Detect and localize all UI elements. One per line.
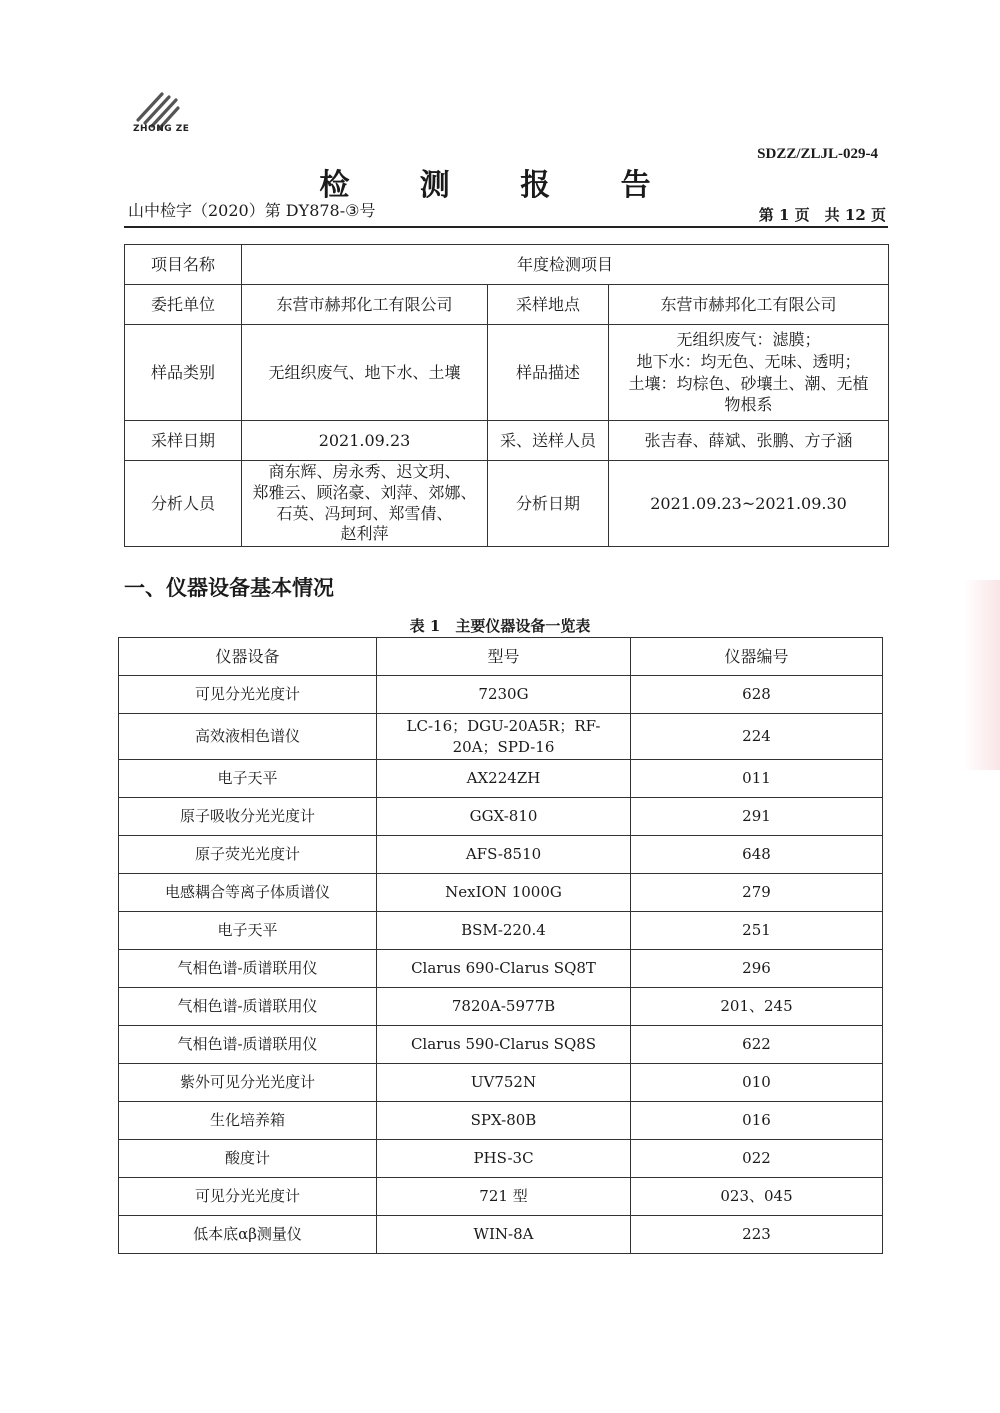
instrument-name: 酸度计 xyxy=(119,1140,377,1178)
project-value: 年度检测项目 xyxy=(242,245,889,285)
report-number: 山中检字（2020）第 DY878-③号 xyxy=(128,201,376,220)
table-caption: 表 1 主要仪器设备一览表 xyxy=(409,617,591,635)
instrument-id: 010 xyxy=(631,1064,883,1102)
instrument-id: 023、045 xyxy=(631,1178,883,1216)
analysis-date-value: 2021.09.23~2021.09.30 xyxy=(609,461,889,547)
column-header: 型号 xyxy=(377,638,631,676)
instrument-name: 可见分光光度计 xyxy=(119,1178,377,1216)
samplers-value: 张吉春、薛斌、张鹏、方子涵 xyxy=(609,421,889,461)
table-row xyxy=(119,988,883,1026)
instrument-id: 201、245 xyxy=(631,988,883,1026)
table-row xyxy=(119,1140,883,1178)
instrument-id: 279 xyxy=(631,874,883,912)
column-header: 仪器编号 xyxy=(631,638,883,676)
table-row xyxy=(119,1102,883,1140)
instrument-name: 原子荧光光度计 xyxy=(119,836,377,874)
instrument-model: AFS-8510 xyxy=(377,836,631,874)
instrument-model: 7820A-5977B xyxy=(377,988,631,1026)
sample-desc-line: 物根系 xyxy=(724,395,773,415)
samplers-label: 采、送样人员 xyxy=(488,421,609,461)
table-row xyxy=(119,714,883,760)
instrument-model: BSM-220.4 xyxy=(377,912,631,950)
instrument-name: 气相色谱-质谱联用仪 xyxy=(119,1026,377,1064)
report-info-table xyxy=(124,244,889,547)
table-row xyxy=(119,1216,883,1254)
instrument-id: 291 xyxy=(631,798,883,836)
instrument-id: 022 xyxy=(631,1140,883,1178)
instrument-name: 电子天平 xyxy=(119,760,377,798)
instrument-id: 223 xyxy=(631,1216,883,1254)
analysts-line: 郑雅云、顾洺豪、刘萍、郊娜、 xyxy=(252,482,477,502)
instrument-name: 电子天平 xyxy=(119,912,377,950)
page-indicator: 第 1 页 共 12 页 xyxy=(758,206,886,224)
analysts-value xyxy=(242,461,488,547)
table-row xyxy=(119,760,883,798)
instrument-name: 原子吸收分光光度计 xyxy=(119,798,377,836)
instrument-id: 011 xyxy=(631,760,883,798)
analysis-date-label: 分析日期 xyxy=(488,461,609,547)
instrument-name: 电感耦合等离子体质谱仪 xyxy=(119,874,377,912)
sample-desc-line: 地下水：均无色、无味、透明； xyxy=(636,351,861,371)
instrument-id: 622 xyxy=(631,1026,883,1064)
seal-stamp-edge xyxy=(964,580,1000,770)
instrument-model: GGX-810 xyxy=(377,798,631,836)
sampling-date-label: 采样日期 xyxy=(125,421,242,461)
instrument-name: 低本底αβ测量仪 xyxy=(119,1216,377,1254)
table-row xyxy=(119,836,883,874)
section-heading: 一、仪器设备基本情况 xyxy=(124,575,334,600)
table-row xyxy=(119,676,883,714)
analysts-line: 商东辉、房永秀、迟文玥、 xyxy=(268,461,461,481)
instrument-model: SPX-80B xyxy=(377,1102,631,1140)
instrument-name: 紫外可见分光光度计 xyxy=(119,1064,377,1102)
table-row xyxy=(119,1064,883,1102)
document-code: SDZZ/ZLJL-029-4 xyxy=(757,146,878,162)
instrument-model: Clarus 590-Clarus SQ8S xyxy=(377,1026,631,1064)
instrument-id: 648 xyxy=(631,836,883,874)
instrument-model: WIN-8A xyxy=(377,1216,631,1254)
analysts-line: 赵利萍 xyxy=(340,524,389,544)
column-header: 仪器设备 xyxy=(119,638,377,676)
instrument-model: 721 型 xyxy=(377,1178,631,1216)
table-row xyxy=(119,798,883,836)
sample-desc-line: 无组织废气：滤膜； xyxy=(676,330,821,350)
table-row xyxy=(119,1178,883,1216)
client-label: 委托单位 xyxy=(125,285,242,325)
analysts-label: 分析人员 xyxy=(125,461,242,547)
logo-text: ZHONG ZE xyxy=(133,124,190,134)
instrument-id: 296 xyxy=(631,950,883,988)
table-row xyxy=(119,950,883,988)
table-row xyxy=(119,1026,883,1064)
instrument-model: NexION 1000G xyxy=(377,874,631,912)
project-label: 项目名称 xyxy=(125,245,242,285)
instrument-id: 224 xyxy=(631,714,883,760)
instrument-name: 气相色谱-质谱联用仪 xyxy=(119,950,377,988)
instrument-name: 生化培养箱 xyxy=(119,1102,377,1140)
sampling-date-value: 2021.09.23 xyxy=(242,421,488,461)
instrument-model: 7230G xyxy=(377,676,631,714)
site-value: 东营市赫邦化工有限公司 xyxy=(609,285,889,325)
table-row xyxy=(119,874,883,912)
sample-desc-value xyxy=(609,325,889,421)
instruments-table xyxy=(118,637,883,1254)
instrument-id: 016 xyxy=(631,1102,883,1140)
sample-desc-line: 土壤：均棕色、砂壤土、潮、无植 xyxy=(628,373,869,393)
client-value: 东营市赫邦化工有限公司 xyxy=(242,285,488,325)
instrument-name: 气相色谱-质谱联用仪 xyxy=(119,988,377,1026)
instrument-model: PHS-3C xyxy=(377,1140,631,1178)
table-row xyxy=(119,912,883,950)
instrument-name: 高效液相色谱仪 xyxy=(119,714,377,760)
instrument-id: 251 xyxy=(631,912,883,950)
page-title: 检 测 报 告 xyxy=(319,168,681,203)
header-divider xyxy=(124,226,888,228)
instrument-model: AX224ZH xyxy=(377,760,631,798)
instrument-id: 628 xyxy=(631,676,883,714)
instrument-model: Clarus 690-Clarus SQ8T xyxy=(377,950,631,988)
sample-type-value: 无组织废气、地下水、土壤 xyxy=(242,325,488,421)
sample-type-label: 样品类别 xyxy=(125,325,242,421)
instrument-model: LC-16；DGU-20A5R；RF-20A；SPD-16 xyxy=(377,714,631,760)
sample-desc-label: 样品描述 xyxy=(488,325,609,421)
instrument-model: UV752N xyxy=(377,1064,631,1102)
analysts-line: 石英、冯珂珂、郑雪倩、 xyxy=(276,503,453,523)
site-label: 采样地点 xyxy=(488,285,609,325)
instrument-name: 可见分光光度计 xyxy=(119,676,377,714)
